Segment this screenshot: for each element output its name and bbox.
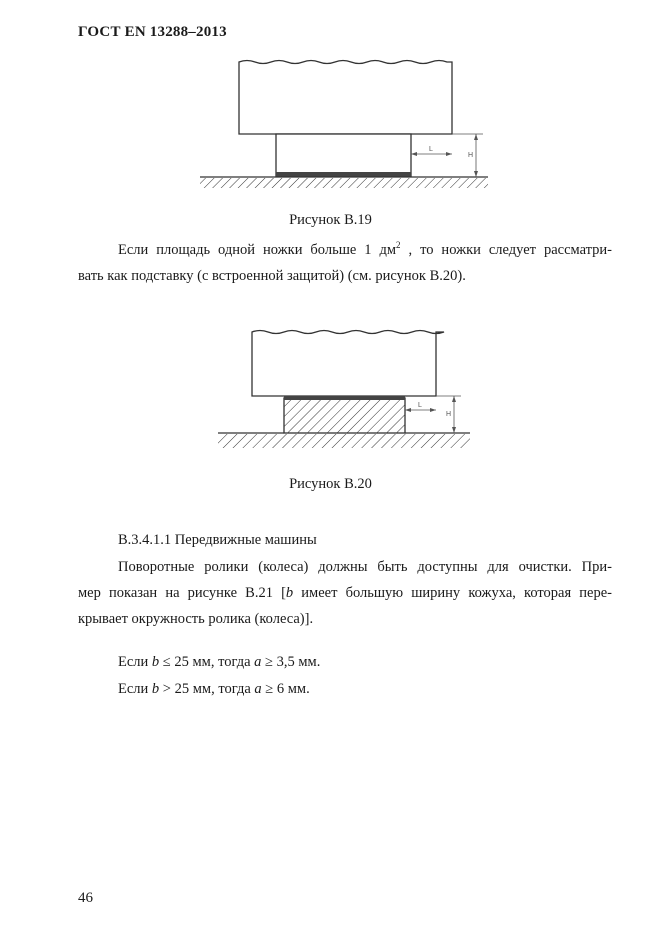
condition-line-1: Если b ≤ 25 мм, тогда a ≥ 3,5 мм. <box>118 654 321 670</box>
machine-body <box>252 331 444 397</box>
figure-b19-caption: Рисунок В.19 <box>289 212 372 228</box>
plinth-base <box>284 398 405 433</box>
dim-height-label: H <box>468 152 474 159</box>
document-header: ГОСТ EN 13288–2013 <box>78 24 227 40</box>
paragraph-mobile-line-1: Поворотные ролики (колеса) должны быть доступны для очистки. При- <box>118 559 612 575</box>
paragraph-mobile-line-2: мер показан на рисунке В.21 [b имеет большую ширину кожуха, которая пере- <box>78 585 612 601</box>
figure-b20-caption: Рисунок В.20 <box>289 476 372 492</box>
floor-hatching <box>200 178 488 188</box>
condition-line-2: Если b > 25 мм, тогда a ≥ 6 мм. <box>118 681 310 697</box>
figure-b20-drawing <box>216 326 472 450</box>
foot-seal-strip <box>276 172 411 177</box>
machine-foot <box>276 134 411 176</box>
dim-gap-label: L <box>429 146 433 153</box>
section-heading: В.3.4.1.1 Передвижные машины <box>118 532 317 548</box>
floor-hatching <box>218 434 470 448</box>
paragraph-legs-line-2: вать как подставку (с встроенной защитой) (см. рисунок В.20). <box>78 268 466 284</box>
paragraph-mobile-machines <box>78 554 612 632</box>
dim-height-label: H <box>446 411 452 418</box>
dim-gap-label: L <box>418 402 422 409</box>
paragraph-mobile-line-3: крывает окружность ролика (колеса)]. <box>78 611 314 627</box>
paragraph-legs <box>78 237 612 289</box>
plinth-seal-strip <box>284 396 405 400</box>
machine-body <box>239 61 452 135</box>
figure-b19-drawing <box>198 58 498 192</box>
paragraph-legs-line-1: Если площадь одной ножки больше 1 $дм^2$ , то ножки следует рассматри- <box>118 240 612 258</box>
page-number: 46 <box>78 890 93 906</box>
